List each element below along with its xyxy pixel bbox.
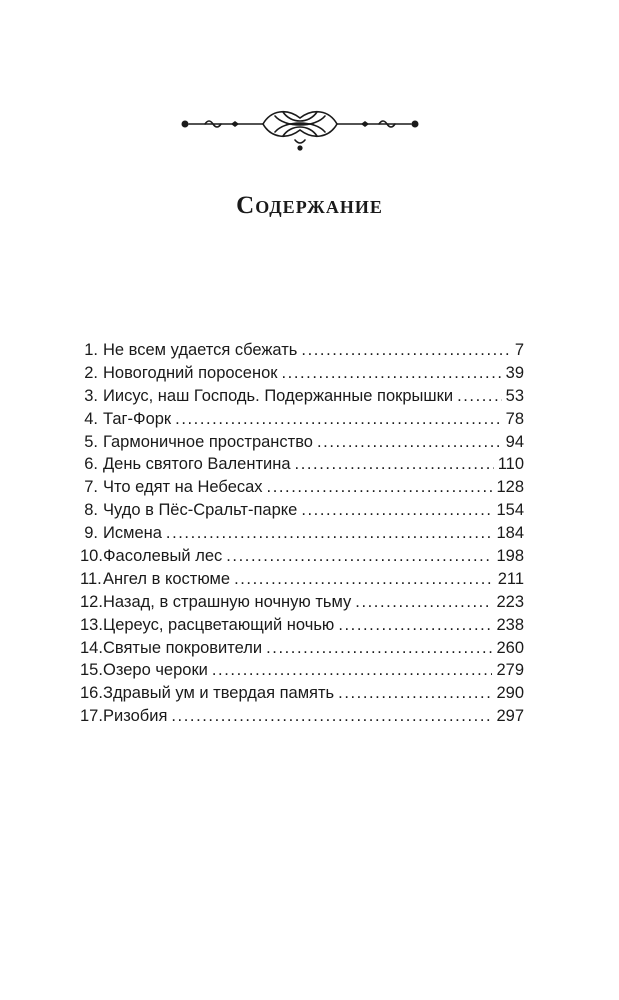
toc-entry-title: Иисус, наш Господь. Подержанные покрышки bbox=[103, 386, 454, 405]
toc-entry-page: 128 bbox=[496, 478, 524, 497]
toc-entry-number: 16. bbox=[80, 684, 103, 703]
toc-entry-number: 6. bbox=[84, 455, 98, 474]
toc-entry-page: 211 bbox=[497, 569, 524, 588]
toc-entry bbox=[80, 570, 524, 593]
toc-entry-page: 238 bbox=[496, 615, 524, 634]
toc-entry-number: 10. bbox=[80, 547, 103, 566]
toc-entry bbox=[80, 639, 524, 662]
toc-dot-leader bbox=[457, 387, 502, 406]
toc-entry-number: 1. bbox=[84, 341, 98, 359]
toc-dot-leader bbox=[301, 341, 510, 360]
toc-entry-page: 78 bbox=[505, 409, 524, 428]
toc-entry-number: 13. bbox=[80, 615, 103, 634]
toc-dot-leader bbox=[338, 616, 492, 635]
table-of-contents bbox=[80, 341, 524, 730]
toc-entry-page: 260 bbox=[496, 638, 524, 657]
toc-dot-leader bbox=[166, 524, 493, 543]
toc-entry-page: 154 bbox=[496, 501, 524, 520]
toc-dot-leader bbox=[226, 547, 492, 566]
toc-entry-page: 184 bbox=[496, 524, 524, 543]
toc-entry-page: 290 bbox=[496, 684, 524, 703]
toc-entry-title: Здравый ум и твердая память bbox=[103, 684, 335, 703]
toc-entry bbox=[80, 410, 524, 433]
toc-entry-title: Таг-Форк bbox=[103, 409, 172, 428]
toc-entry bbox=[80, 341, 524, 364]
toc-entry-number: 3. bbox=[84, 386, 98, 405]
toc-entry-title: Чудо в Пёс-Сральт-парке bbox=[103, 501, 298, 520]
toc-dot-leader bbox=[281, 364, 501, 383]
toc-entry-page: 53 bbox=[505, 386, 524, 405]
toc-dot-leader bbox=[171, 707, 492, 726]
toc-dot-leader bbox=[212, 661, 493, 680]
toc-dot-leader bbox=[266, 639, 492, 658]
toc-entry-page: 39 bbox=[505, 363, 524, 382]
toc-entry-number: 7. bbox=[84, 478, 98, 497]
toc-dot-leader bbox=[355, 593, 492, 612]
toc-entry-title: Цереус, расцветающий ночью bbox=[103, 615, 335, 634]
toc-entry bbox=[80, 364, 524, 387]
toc-entry-number: 2. bbox=[84, 363, 98, 382]
toc-entry-title: Новогодний поросенок bbox=[103, 363, 278, 382]
toc-entry bbox=[80, 478, 524, 501]
toc-entry-title: Не всем удается сбежать bbox=[103, 341, 298, 359]
toc-entry-title: Фасолевый лес bbox=[103, 547, 223, 566]
toc-entry bbox=[80, 501, 524, 524]
toc-dot-leader bbox=[267, 478, 493, 497]
toc-dot-leader bbox=[338, 684, 492, 703]
toc-entry-number: 8. bbox=[84, 501, 98, 520]
toc-entry-page: 94 bbox=[505, 432, 524, 451]
toc-entry-number: 9. bbox=[84, 524, 98, 543]
toc-entry bbox=[80, 661, 524, 684]
toc-entry bbox=[80, 547, 524, 570]
page-title: Содержание bbox=[236, 192, 383, 219]
toc-entry bbox=[80, 387, 524, 410]
toc-entry-page: 198 bbox=[496, 547, 524, 566]
toc-entry bbox=[80, 593, 524, 616]
toc-entry bbox=[80, 524, 524, 547]
toc-entry bbox=[80, 707, 524, 730]
toc-entry-title: Ризобия bbox=[103, 707, 168, 726]
toc-entry-number: 14. bbox=[80, 638, 103, 657]
toc-entry-title: Святые покровители bbox=[103, 638, 263, 657]
toc-entry-number: 17. bbox=[80, 707, 103, 726]
toc-entry-page: 110 bbox=[497, 455, 524, 474]
toc-entry-number: 15. bbox=[80, 661, 103, 680]
toc-entry bbox=[80, 684, 524, 707]
toc-entry bbox=[80, 433, 524, 456]
toc-entry-page: 297 bbox=[496, 707, 524, 726]
toc-entry-number: 12. bbox=[80, 592, 103, 611]
toc-entry-number: 4. bbox=[84, 409, 98, 428]
toc-entry-title: Назад, в страшную ночную тьму bbox=[103, 592, 352, 611]
toc-entry-title: Озеро чероки bbox=[103, 661, 208, 680]
toc-entry-title: День святого Валентина bbox=[103, 455, 291, 474]
toc-dot-leader bbox=[175, 410, 501, 429]
toc-entry-number: 11. bbox=[80, 569, 102, 588]
toc-dot-leader bbox=[295, 455, 494, 474]
toc-entry-title: Гармоничное пространство bbox=[103, 432, 313, 451]
toc-dot-leader bbox=[234, 570, 494, 589]
toc-entry-title: Ангел в костюме bbox=[103, 569, 231, 588]
toc-entry-number: 5. bbox=[84, 432, 98, 451]
toc-entry-page: 223 bbox=[496, 592, 524, 611]
toc-dot-leader bbox=[317, 433, 502, 452]
toc-entry bbox=[80, 616, 524, 639]
toc-entry-title: Исмена bbox=[103, 524, 162, 543]
toc-dot-leader bbox=[301, 501, 492, 520]
toc-entry-page: 279 bbox=[496, 661, 524, 680]
toc-entry-page: 7 bbox=[514, 341, 524, 359]
toc-entry-title: Что едят на Небесах bbox=[103, 478, 263, 497]
toc-entry bbox=[80, 455, 524, 478]
decorative-flourish bbox=[175, 100, 425, 160]
